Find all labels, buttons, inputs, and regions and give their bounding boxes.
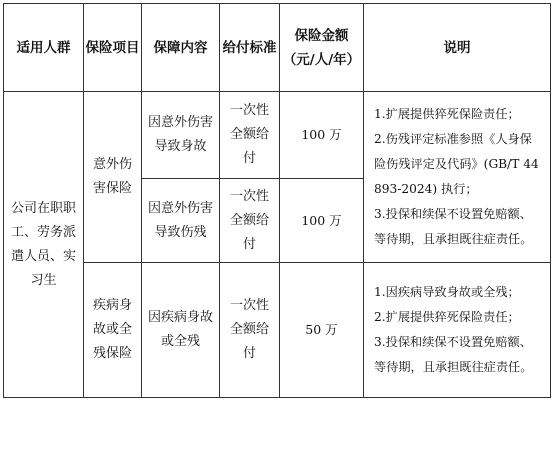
table-row: [4, 92, 551, 179]
accident-disability-standard: 一次性全额给付: [220, 179, 280, 263]
accident-disability-content: 因意外伤害导致伤残: [142, 179, 220, 263]
accident-disability-amount: 100 万: [280, 179, 364, 263]
accident-death-amount: 100 万: [280, 92, 364, 179]
header-content: 保障内容: [142, 4, 220, 92]
accident-notes: [364, 92, 551, 263]
accident-note-1: 1.扩展提供猝死保险责任；: [374, 107, 520, 121]
header-group: 适用人群: [4, 4, 84, 92]
accident-note-2: 2.伤残评定标准参照《人身保险伤残评定及代码》(GB/T 44893-2024) 执行；: [374, 132, 539, 196]
accident-death-content: 因意外伤害导致身故: [142, 92, 220, 179]
illness-content: 因疾病身故或全残: [142, 263, 220, 398]
illness-amount: 50 万: [280, 263, 364, 398]
accident-note-3: 3.投保和续保不设置免赔额、等待期，且承担既往症责任。: [374, 207, 533, 246]
insurance-table: [3, 3, 551, 398]
illness-note-3: 3.投保和续保不设置免赔额、等待期，且承担既往症责任。: [374, 335, 533, 374]
illness-standard: 一次性全额给付: [220, 263, 280, 398]
illness-notes: [364, 263, 551, 398]
header-notes: 说明: [364, 4, 551, 92]
header-standard: 给付标准: [220, 4, 280, 92]
applicable-group: 公司在职职工、劳务派遣人员、实习生: [4, 92, 84, 398]
header-row: [4, 4, 551, 92]
illness-note-2: 2.扩展提供猝死保险责任；: [374, 310, 520, 324]
accident-item: 意外伤害保险: [84, 92, 142, 263]
illness-note-1: 1.因疾病导致身故或全残；: [374, 285, 520, 299]
illness-item: 疾病身故或全残保险: [84, 263, 142, 398]
table-row: [4, 263, 551, 398]
header-item: 保险项目: [84, 4, 142, 92]
header-amount: 保险金额（元/人/年）: [280, 4, 364, 92]
accident-death-standard: 一次性全额给付: [220, 92, 280, 179]
